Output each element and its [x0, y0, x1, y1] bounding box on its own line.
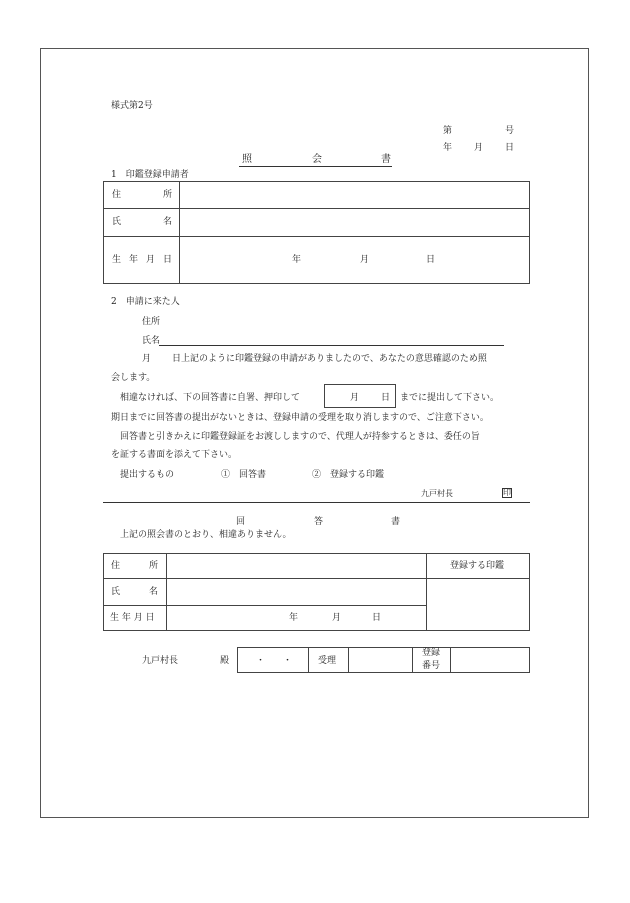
answer-address-label-a: 住	[111, 561, 121, 571]
answer-statement: 上記の照会書のとおり、相違ありません。	[120, 530, 292, 540]
body-line3-post: までに提出して下さい。	[400, 393, 500, 403]
name-label-a: 氏	[112, 217, 122, 227]
answer-name-label-a: 氏	[111, 587, 121, 597]
footer-reg-no-b: 番号	[422, 661, 441, 671]
body-line6: を証する書面を添えて下さい。	[111, 450, 238, 460]
deadline-day: 日	[381, 393, 391, 403]
title-underline	[239, 166, 392, 167]
birth-label-a: 生	[112, 255, 122, 265]
mayor-seal: 印	[503, 488, 511, 497]
answer-birth-month: 月	[332, 613, 342, 623]
applicant-row-line-2	[103, 236, 530, 237]
answer-name-label-b: 名	[149, 587, 159, 597]
answer-address-label-b: 所	[149, 561, 159, 571]
answer-seal-header-line	[426, 578, 530, 579]
visitor-address: 住所	[142, 317, 161, 327]
body-line1: 日上記のように印鑑登録の申請がありましたので、あなたの意思確認のため照	[172, 354, 487, 364]
deadline-month: 月	[350, 393, 360, 403]
cut-line	[103, 502, 530, 503]
birth-label-b: 年	[129, 255, 139, 265]
footer-divider-3	[412, 647, 413, 673]
visitor-name-underline	[159, 345, 504, 346]
name-label-b: 名	[163, 217, 173, 227]
title-char-3: 書	[381, 154, 391, 165]
answer-birth-year: 年	[289, 613, 299, 623]
birth-day: 日	[426, 255, 436, 265]
submit-item-1: ① 回答書	[221, 470, 267, 480]
doc-number-go: 号	[505, 126, 515, 136]
answer-title-char-2: 答	[314, 517, 324, 527]
applicant-table-divider	[179, 181, 180, 284]
body-line5: 回答書と引きかえに印鑑登録証をお渡ししますので、代理人が持参するときは、委任の旨	[120, 432, 480, 442]
footer-divider-2	[348, 647, 349, 673]
footer-date-dots: ・ ・	[256, 656, 293, 666]
answer-row-line-2	[103, 605, 426, 606]
title-char-2: 会	[312, 154, 322, 165]
body-line2: 会します。	[111, 373, 156, 383]
visitor-name: 氏名	[142, 336, 161, 346]
title-char-1: 照	[242, 154, 252, 165]
applicant-row-line-1	[103, 208, 530, 209]
submit-label: 提出するもの	[120, 470, 175, 480]
form-number: 様式第2号	[111, 101, 153, 111]
footer-tono: 殿	[220, 656, 230, 666]
doc-number-dai: 第	[443, 126, 453, 136]
section1-heading: 1 印鑑登録申請者	[111, 170, 189, 180]
answer-row-line-1	[103, 578, 426, 579]
answer-birth-day: 日	[372, 613, 382, 623]
birth-label-d: 日	[163, 255, 173, 265]
birth-label-c: 月	[146, 255, 156, 265]
answer-seal-label: 登録する印鑑	[450, 561, 505, 571]
answer-table-divider-2	[426, 553, 427, 631]
answer-title-char-3: 書	[391, 517, 401, 527]
answer-title-char-1: 回	[236, 517, 246, 527]
doc-date-year: 年	[443, 143, 453, 153]
doc-date-month: 月	[474, 143, 484, 153]
address-label-a: 住	[112, 190, 122, 200]
address-label-b: 所	[163, 190, 173, 200]
body-line4: 期日までに回答書の提出がないときは、登録申請の受理を取り消しますので、ご注意下さい。	[111, 413, 489, 423]
footer-mayor: 九戸村長	[142, 656, 179, 666]
answer-birth-label: 生 年 月 日	[110, 613, 155, 623]
birth-year: 年	[292, 255, 302, 265]
footer-divider-1	[308, 647, 309, 673]
mayor-name: 九戸村長	[421, 489, 453, 498]
footer-reg-no-a: 登録	[422, 648, 441, 658]
body-line1-month: 月	[142, 354, 152, 364]
footer-received: 受理	[318, 656, 337, 666]
doc-date-day: 日	[505, 143, 515, 153]
birth-month: 月	[360, 255, 370, 265]
body-line3-pre: 相違なければ、下の回答書に自署、押印して	[120, 393, 301, 403]
section2-heading: 2 申請に来た人	[111, 297, 180, 307]
answer-table-divider-1	[166, 553, 167, 631]
submit-item-2: ② 登録する印鑑	[312, 470, 385, 480]
footer-divider-4	[450, 647, 451, 673]
